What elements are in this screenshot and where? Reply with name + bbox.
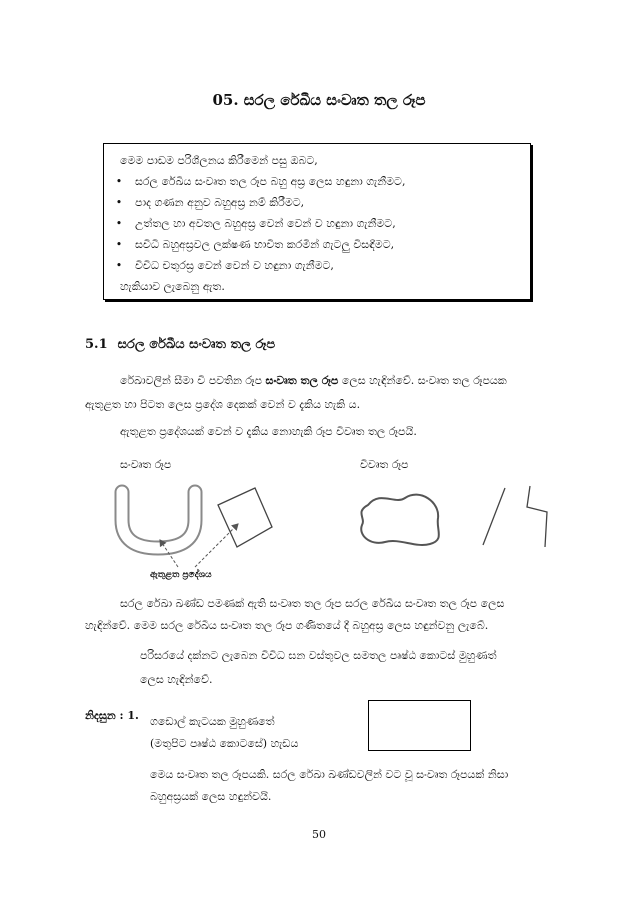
objective-item: පාද ගණන අනුව බහුඅස්‍ර නම් කිරීමට, xyxy=(135,196,305,209)
u-shape-inner xyxy=(122,492,195,548)
inner-region-arrow xyxy=(195,524,238,567)
paragraph-2: ඇතුළත ප්‍රදේශයක් වෙන් ව දැකිය නොහැකි රූප විවෘත තල රූපයි. xyxy=(120,425,417,438)
open-shape-left-line xyxy=(483,488,505,545)
quadrilateral-shape xyxy=(218,488,272,547)
closed-shapes-label: සංවෘත රූප xyxy=(120,458,172,471)
example-explanation-line-2: බහුඅස්‍රයක් ලෙස හඳුන්වයි. xyxy=(150,790,272,803)
paragraph-1-text: රේඛාවලින් සීමා වී පවතින රූප xyxy=(120,374,266,387)
bullet-icon: • xyxy=(115,238,123,251)
inner-region-label: ඇතුළත ප්‍රදේශය xyxy=(150,570,212,580)
paragraph-1-line-2: ඇතුළත හා පිටත ලෙස ප්‍රදේශ දෙකක් වෙන් ව දැකිය හැකි ය. xyxy=(85,398,361,411)
page-title: 05. සරල රේඛීය සංවෘත තල රූප xyxy=(212,91,426,109)
paragraph-4-line-1: පරිසරයේ දක්නට ලැබෙන විවිධ ඝන වස්තුවල සමතල පෘෂ්ඨ කොටස් මුහුණත් xyxy=(140,649,497,662)
closed-curve-shape xyxy=(361,495,439,545)
objectives-closing: හැකියාව ලැබෙනු ඇත. xyxy=(120,280,225,293)
paragraph-1-text: ලෙස හැඳින්වේ. සංවෘත තල රූපයක xyxy=(338,374,507,387)
bullet-icon: • xyxy=(115,175,123,188)
bullet-icon: • xyxy=(115,217,123,230)
objective-item: විවිධ චතුරස්‍ර වෙන් වෙන් ව හඳුනා ගැනීමට, xyxy=(135,259,334,272)
bullet-icon: • xyxy=(115,259,123,272)
bullet-icon: • xyxy=(115,196,123,209)
paragraph-4-line-2: ලෙස හැඳින්වේ. xyxy=(140,673,213,686)
objective-item: උත්තල හා අවතල බහුඅස්‍ර වෙන් වෙන් ව හඳුනා ගැනීමට, xyxy=(135,217,396,230)
example-label: නිදසුන : 1. xyxy=(85,709,139,722)
objectives-intro: මෙම පාඩම පරිශීලනය කිරීමෙන් පසු ඔබට, xyxy=(120,154,318,167)
example-explanation-line-1: මෙය සංවෘත තල රූපයකි. සරල රේඛා ඛණ්ඩවලින් වට වූ සංවෘත රූපයක් නිසා xyxy=(150,768,509,781)
objective-item: සරල රේඛීය සංවෘත තල රූප බහු අස්‍ර ලෙස හඳුනා ගැනීමට, xyxy=(135,175,406,188)
page-number: 50 xyxy=(312,828,326,841)
shapes-figure xyxy=(0,480,638,580)
open-shapes-label: විවෘත රූප xyxy=(360,458,409,471)
paragraph-1-bold-term: සංවෘත තල රූප xyxy=(265,374,339,387)
objective-item: සවිධි බහුඅස්‍රවල ලක්ෂණ භාවිත කරමින් ගැටලු විසඳීමට, xyxy=(135,238,395,251)
section-heading xyxy=(85,336,275,354)
open-shape-right-polyline xyxy=(527,486,547,547)
paragraph-1-line-1 xyxy=(120,373,555,389)
section-number: 5.1 xyxy=(85,337,108,352)
example-line-2: (මතුපිට පෘෂ්ඨ කොටසේ) හැඩය xyxy=(150,737,299,750)
paragraph-3-line-1: සරල රේඛා ඛණ්ඩ පමණක් ඇති සංවෘත තල රූප සරල රේඛීය සංවෘත තල රූප ලෙස xyxy=(120,597,505,610)
section-title: සරල රේඛීය සංවෘත තල රූප xyxy=(117,337,276,352)
brick-face-rectangle xyxy=(368,700,471,751)
example-line-1: ගඩොල් කැටයක මුහුණතේ xyxy=(150,715,275,728)
paragraph-3-line-2: හැඳින්වේ. මෙම සරල රේඛීය සංවෘත තල රූප ගණිතයේ දී බහුඅස්‍ර ලෙස හඳුන්වනු ලැබේ. xyxy=(85,619,489,632)
